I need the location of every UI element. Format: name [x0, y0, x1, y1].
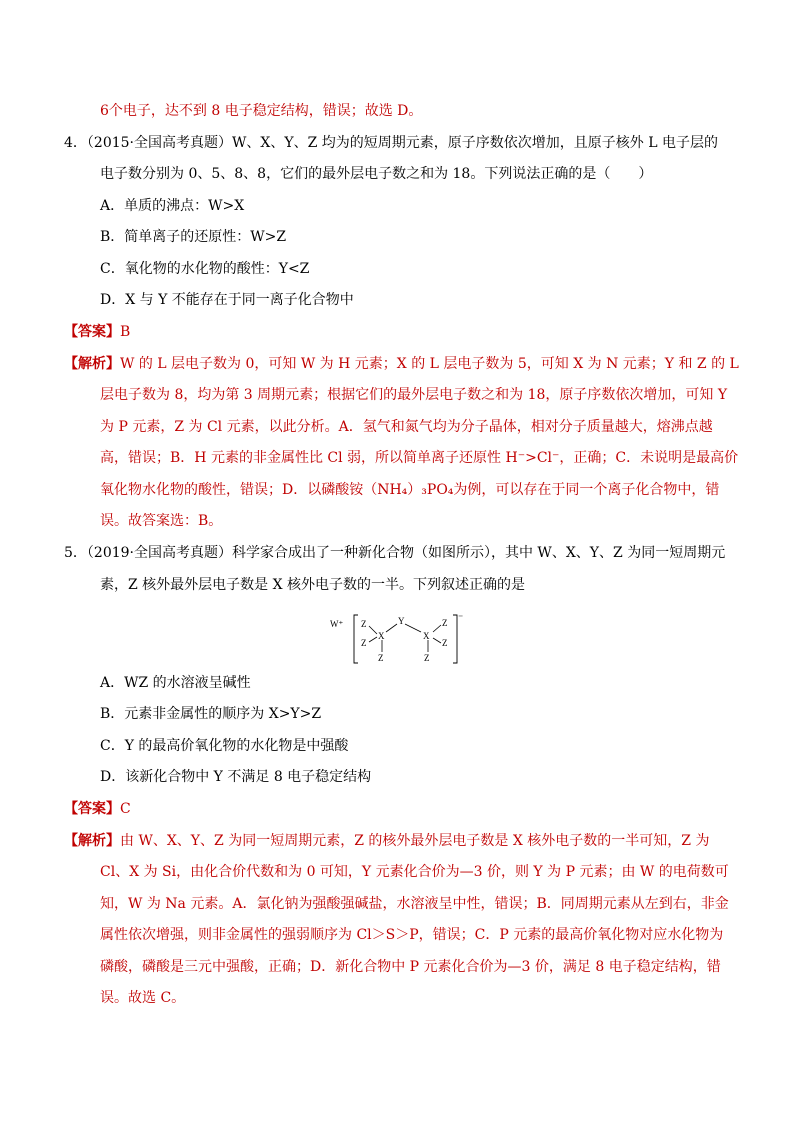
q4-stem-line-1: 4．（2015·全国高考真题）W、X、Y、Z 均为的短周期元素，原子序数依次增加，且原子核外 L 电子层的	[64, 135, 718, 151]
q5-stem-line-1: 5．（2019·全国高考真题）科学家合成出了一种新化合物（如图所示），其中 W、X、Y、Z 为同一短周期元	[64, 545, 726, 561]
q5-analysis-line-1: 【解析】由 W、X、Y、Z 为同一短周期元素，Z 的核外最外层电子数是 X 核外电子数的一半可知，Z 为	[64, 833, 710, 849]
atom-z-6: Z	[442, 638, 448, 648]
q4-analysis-line-5: 氧化物水化物的酸性，错误；D．以磷酸铵（NH₄）₃PO₄为例，可以存在于同一个离子化合物中，错	[100, 482, 720, 498]
q4-option-d: D．X 与 Y 不能存在于同一离子化合物中	[100, 292, 354, 308]
q4-option-c: C．氧化物的水化物的酸性：Y<Z	[100, 261, 310, 277]
q5-analysis-label: 【解析】	[64, 833, 120, 849]
q5-option-a: A．WZ 的水溶液呈碱性	[100, 675, 251, 691]
left-bracket	[354, 615, 358, 663]
q4-answer	[64, 321, 130, 343]
atom-y: Y	[398, 616, 405, 626]
prev-analysis-tail: 6个电子，达不到 8 电子稳定结构，错误；故选 D。	[100, 103, 423, 119]
q4-analysis-label: 【解析】	[64, 356, 120, 372]
q4-option-a: A．单质的沸点：W>X	[100, 198, 245, 214]
structure-diagram	[326, 612, 486, 668]
q5-answer	[64, 798, 131, 820]
q5-analysis-line-4: 属性依次增强，则非金属性的强弱顺序为 Cl＞S＞P，错误；C．P 元素的最高价氧化物对应水化物为	[100, 927, 724, 943]
right-bracket	[453, 615, 457, 663]
q4-analysis-line-3: 为 P 元素，Z 为 Cl 元素，以此分析。A．氢气和氮气均为分子晶体，相对分子质量越大，熔沸点越	[100, 419, 713, 435]
q5-answer-value: C	[120, 801, 131, 817]
q5-answer-label: 【答案】	[64, 801, 120, 817]
atom-z-4: Z	[424, 653, 430, 663]
q5-option-d: D．该新化合物中 Y 不满足 8 电子稳定结构	[100, 769, 372, 785]
q4-analysis-line-6: 误。故答案选：B。	[100, 513, 223, 529]
q5-option-b: B．元素非金属性的顺序为 X>Y>Z	[100, 706, 322, 722]
atom-z-1: Z	[361, 619, 367, 629]
q5-analysis-line-3: 知，W 为 Na 元素。A．氯化钠为强酸强碱盐，水溶液呈中性，错误；B．同周期元素从左到右，非金	[100, 896, 729, 912]
q5-option-c: C．Y 的最高价氧化物的水化物是中强酸	[100, 738, 349, 754]
atom-z-2: Z	[361, 638, 367, 648]
q4-stem-line-2: 电子数分别为 0、5、8、8，它们的最外层电子数之和为 18。下列说法正确的是（ ）	[100, 166, 653, 182]
cation-label: W⁺	[330, 619, 344, 629]
q4-analysis-line-1: 【解析】W 的 L 层电子数为 0，可知 W 为 H 元素；X 的 L 层电子数为 5，可知 X 为 N 元素；Y 和 Z 的 L	[64, 356, 739, 372]
q4-analysis-line-2: 层电子数为 8，均为第 3 周期元素；根据它们的最外层电子数之和为 18，原子序数依次增加，可知 Y	[100, 387, 728, 403]
q5-stem-line-2: 素，Z 核外最外层电子数是 X 核外电子数的一半。下列叙述正确的是	[100, 577, 526, 593]
atom-z-5: Z	[442, 618, 448, 628]
atom-z-3: Z	[378, 653, 384, 663]
q4-answer-label: 【答案】	[64, 324, 120, 340]
q5-analysis-line-5: 磷酸，磷酸是三元中强酸，正确；D．新化合物中 P 元素化合价为—3 价，满足 8 电子稳定结构，错	[100, 959, 721, 975]
atom-x-2: X	[423, 631, 430, 641]
anion-charge: ⁻	[458, 613, 464, 624]
atom-x-1: X	[378, 631, 385, 641]
q4-analysis-line-4: 高，错误；B．H 元素的非金属性比 Cl 弱，所以简单离子还原性 H⁻>Cl⁻，正确；C．未说明是最高价	[100, 450, 739, 466]
q4-answer-value: B	[120, 324, 131, 340]
q5-analysis-line-2: Cl、X 为 Si，由化合价代数和为 0 可知，Y 元素化合价为—3 价，则 Y 为 P 元素；由 W 的电荷数可	[100, 864, 729, 880]
q5-analysis-line-6: 误。故选 C。	[100, 990, 186, 1006]
q4-option-b: B．简单离子的还原性：W>Z	[100, 229, 287, 245]
